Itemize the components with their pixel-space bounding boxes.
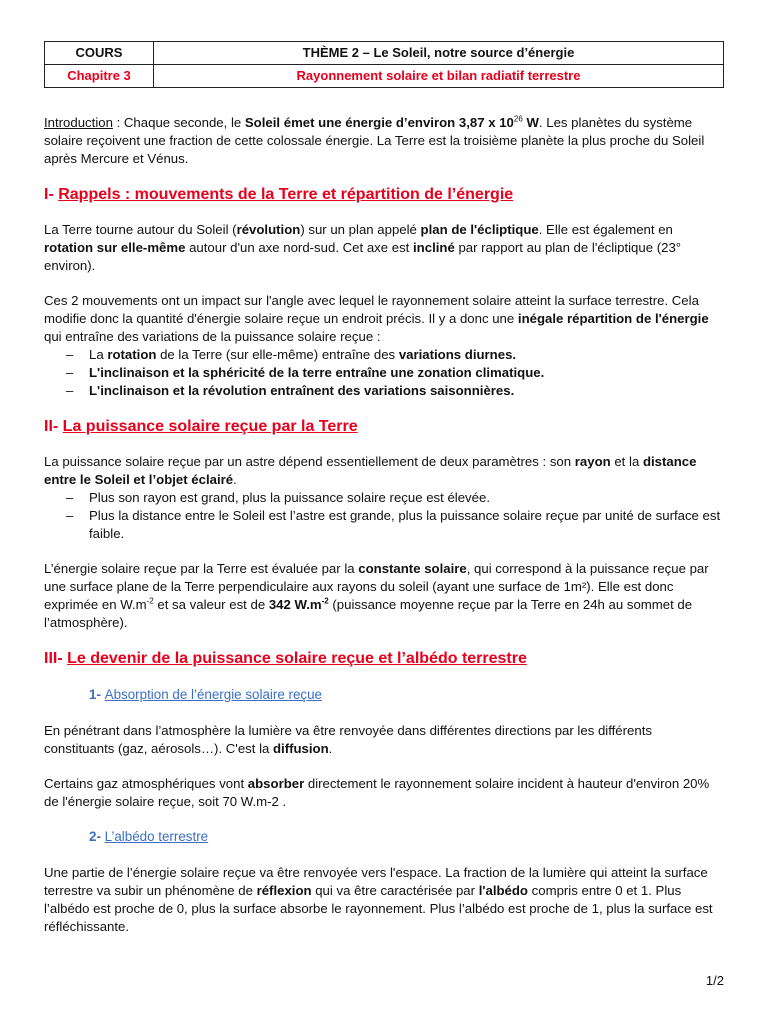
subsection-1-heading: 1- Absorption de l’énergie solaire reçue [89, 687, 322, 702]
document-page [44, 41, 724, 936]
list-item: – L'inclinaison et la révolution entraînent des variations saisonnières. [66, 383, 515, 398]
chapter-label: Chapitre 3 [45, 65, 154, 88]
page-number: 1/2 [705, 973, 724, 988]
section-1-paragraph-1: La Terre tourne autour du Soleil (révolution) sur un plan appelé plan de l'écliptique. Elle est également en rotation sur elle-même autour d'un axe nord-sud. Cet axe est incliné par rapport au plan de l'écliptique (23° environ). [44, 222, 682, 273]
list-item: – Plus son rayon est grand, plus la puissance solaire reçue est élevée. [66, 490, 490, 505]
list-item: – La rotation de la Terre (sur elle-même) entraîne des variations diurnes. [66, 347, 517, 362]
section-2-heading: II- La puissance solaire reçue par la Terre [44, 418, 358, 435]
section-3-heading: III- Le devenir de la puissance solaire reçue et l’albédo terrestre [44, 650, 527, 667]
section-1-list [44, 346, 724, 400]
subsection-2-heading: 2- L’albédo terrestre [89, 829, 209, 844]
list-item: – L'inclinaison et la sphéricité de la terre entraîne une zonation climatique. [66, 365, 545, 380]
list-item: – Plus la distance entre le Soleil est l’astre est grande, plus la puissance solaire reçue par unité de surface est faible. [66, 508, 721, 541]
section-2-list [44, 489, 724, 543]
section-3-paragraph-2: Certains gaz atmosphériques vont absorber directement le rayonnement solaire incident à hauteur d'environ 20% de l'énergie solaire reçue, soit 70 W.m-2 . [44, 776, 710, 809]
section-3-paragraph-1: En pénétrant dans l’atmosphère la lumière va être renvoyée dans différentes directions par les différents constituants (gaz, aérosols…). C'est la diffusion. [44, 723, 652, 756]
course-label: COURS [45, 42, 154, 65]
header-table [44, 41, 724, 88]
chapter-title: Rayonnement solaire et bilan radiatif terrestre [154, 65, 724, 88]
section-2-paragraph-2: L’énergie solaire reçue par la Terre est évaluée par la constante solaire, qui correspond à la puissance reçue par une surface plane de la Terre perpendiculaire aux rayons du soleil (ayant une surface de 1m²). Elle est donc exprimée en $W.m^{-2}$ et sa valeur est de 342 $W.m^{-2}$ (puissance moyenne reçue par la Terre en 24h au sommet de l’atmosphère). [44, 561, 709, 630]
section-1-heading: I- Rappels : mouvements de la Terre et répartition de l’énergie [44, 186, 514, 203]
theme-title: THÈME 2 – Le Soleil, notre source d’énergie [154, 42, 724, 65]
section-2-paragraph-1: La puissance solaire reçue par un astre dépend essentiellement de deux paramètres : son rayon et la distance entre le Soleil et l’objet éclairé. [44, 454, 697, 487]
intro-label: Introduction [44, 115, 113, 130]
intro-paragraph: Introduction : Chaque seconde, le Soleil émet une énergie d’environ 3,87 x $10^{26}$ W. Les planètes du système solaire reçoivent une fraction de cette colossale énergie. La Terre est la troisième planète la plus proche du Soleil après Mercure et Vénus. [44, 114, 705, 166]
section-1-paragraph-2: Ces 2 mouvements ont un impact sur l'angle avec lequel le rayonnement solaire atteint la surface terrestre. Cela modifie donc la quantité d'énergie solaire reçue un endroit précis. Il y a donc une inégale répartition de l'énergie qui entraîne des variations de la puissance solaire reçue : [44, 293, 709, 344]
section-3-paragraph-3: Une partie de l’énergie solaire reçue va être renvoyée vers l'espace. La fraction de la lumière qui atteint la surface terrestre va subir un phénomène de réflexion qui va être caractérisée par l'albédo compris entre 0 et 1. Plus l’albédo est proche de 0, plus la surface absorbe le rayonnement. Plus l’albédo est proche de 1, plus la surface est réfléchissante. [44, 865, 713, 934]
